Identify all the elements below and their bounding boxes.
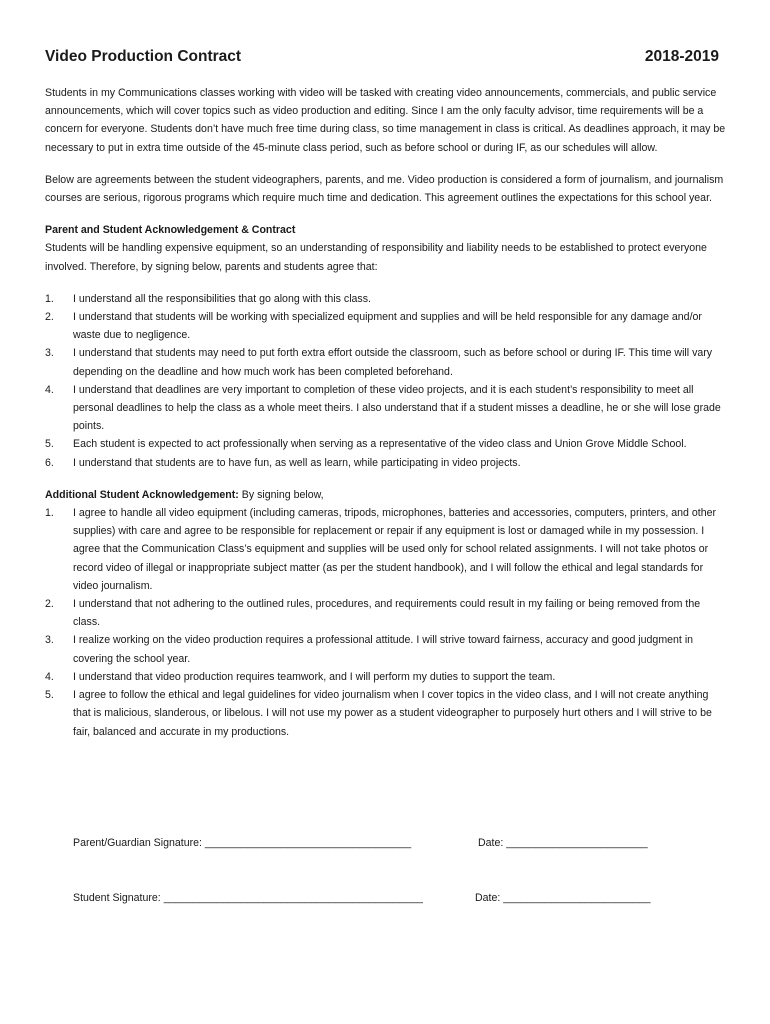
list-item (45, 290, 727, 308)
student-section-heading-suffix: By signing below, (238, 488, 324, 501)
item-text: I realize working on the video production requires a professional attitude. I will strive toward fairness, accuracy and good judgment in covering the school year. (73, 634, 694, 665)
parent-section-intro: Students will be handling expensive equipment, so an understanding of responsibility and liability needs to be established to protect everyone involved. Therefore, by signing below, parents and students agree that: (45, 242, 707, 273)
list-item (45, 595, 727, 631)
title-row (45, 48, 727, 66)
list-item (45, 686, 727, 741)
item-number: 3. (45, 634, 54, 647)
item-text: I understand that deadlines are very important to completion of these video projects, and it is each student’s responsibility to meet all personal deadlines to help the class as a whole meet theirs. I also understand that if a student misses a deadline, he or she will lose grade points. (73, 383, 721, 433)
item-number: 3. (45, 347, 54, 360)
school-year: 2018-2019 (644, 48, 719, 65)
item-text: I understand that students will be working with specialized equipment and supplies and will be held responsible for any damage and/or waste due to negligence. (73, 311, 702, 342)
student-agreement-list (45, 504, 727, 741)
intro-paragraph-1: Students in my Communications classes working with video will be tasked with creating video announcements, commercials, and public service announcements, which will cover topics such as video production and editing. Since I am the only faculty advisor, time requirements will be a concern for everyone. Students don’t have much free time during class, so time management in class is critical. As deadlines approach, it may be necessary to put in extra time outside of the 45-minute class period, such as before school or during IF, as our schedules will allow. (45, 87, 726, 154)
item-text: I understand all the responsibilities that go along with this class. (73, 292, 371, 305)
student-section-heading-row (45, 486, 727, 504)
item-number: 1. (45, 292, 54, 305)
list-item (45, 631, 727, 667)
item-text: I understand that students may need to put forth extra effort outside the classroom, such as before school or during IF. This time will vary depending on the deadline and how much work has been completed beforehand. (73, 347, 713, 378)
item-number: 2. (45, 311, 54, 324)
list-item (45, 668, 727, 686)
list-item (45, 435, 727, 453)
list-item (45, 381, 727, 436)
item-number: 5. (45, 689, 54, 702)
document-title: Video Production Contract (45, 48, 242, 65)
item-text: I understand that video production requires teamwork, and I will perform my duties to support the team. (73, 670, 556, 683)
intro-paragraph-2: Below are agreements between the student videographers, parents, and me. Video production is considered a form of journalism, and journalism courses are serious, rigorous programs which require much time and dedication. This agreement outlines the expectations for this school year. (45, 173, 724, 205)
parent-section-heading: Parent and Student Acknowledgement & Contract (45, 224, 296, 237)
item-number: 2. (45, 598, 54, 611)
parent-signature-line[interactable]: Parent/Guardian Signature: ___________________________________ (73, 837, 412, 849)
student-section-heading: Additional Student Acknowledgement: (45, 488, 239, 501)
parent-date-line[interactable]: Date: ________________________ (478, 837, 648, 849)
contract-page (45, 48, 727, 741)
item-number: 4. (45, 383, 54, 396)
item-number: 6. (45, 456, 54, 469)
item-text: I agree to handle all video equipment (including cameras, tripods, microphones, batteries and accessories, computers, printers, and other supplies) with care and agree to be responsible for replacement or repair if any equipment is lost or damaged while in my possession. I agree that the Communication Class’s equipment and supplies will be used only for school related assignments. I will not take photos or record video of illegal or inappropriate subject matter (as per the student handbook), and I will follow the ethical and legal standards for video journalism. (73, 507, 717, 592)
item-text: I agree to follow the ethical and legal guidelines for video journalism when I cover topics in the video class, and I will not create anything that is malicious, slanderous, or libelous. I will not use my power as a student videographer to purposely hurt others and I will strive to be fair, balanced and accurate in my productions. (73, 689, 712, 738)
item-number: 1. (45, 507, 54, 520)
parent-agreement-list (45, 290, 727, 472)
student-signature-line[interactable]: Student Signature: ____________________________________________ (73, 892, 423, 904)
item-number: 5. (45, 438, 54, 451)
student-date-line[interactable]: Date: _________________________ (475, 892, 651, 904)
list-item (45, 504, 727, 595)
list-item (45, 454, 727, 472)
list-item (45, 344, 727, 380)
item-text: I understand that students are to have fun, as well as learn, while participating in video projects. (73, 456, 521, 469)
item-text: I understand that not adhering to the outlined rules, procedures, and requirements could result in my failing or being removed from the class. (73, 598, 701, 629)
item-number: 4. (45, 670, 54, 683)
item-text: Each student is expected to act professionally when serving as a representative of the video class and Union Grove Middle School. (73, 438, 687, 451)
list-item (45, 308, 727, 344)
